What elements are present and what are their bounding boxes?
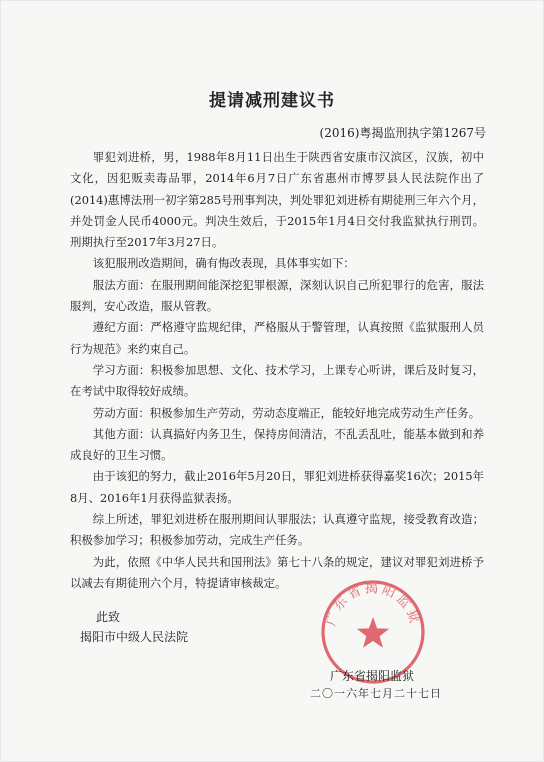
document-body (70, 147, 484, 594)
closing-greeting: 此致 (96, 610, 121, 624)
paragraph-study: 学习方面：积极参加思想、文化、技术学习，上课专心听讲，课后及时复习，在考试中取得较好成绩。 (70, 362, 484, 399)
document-number: (2016)粤揭监刑执字第1267号 (319, 126, 486, 140)
seal-star-icon (357, 617, 389, 648)
paragraph-discipline: 遵纪方面：严格遵守监规纪律，严格服从于警管理，认真按照《监狱服刑人员行为规范》来约束自己。 (70, 320, 484, 356)
issue-date: 二〇一六年七月二十七日 (310, 687, 442, 700)
paragraph-rewards: 由于该犯的努力，截止2016年5月20日，罪犯刘进桥获得嘉奖16次；2015年8月、2016年1月获得监狱表扬。 (70, 469, 484, 505)
document-title: 提请减刑建议书 (209, 91, 335, 111)
issuing-authority: 广东省揭阳监狱 (330, 669, 415, 683)
paragraph-summary: 综上所述，罪犯刘进桥在服刑期间认罪服法；认真遵守监规，接受教育改造；积极参加学习；积极参加劳动，完成生产任务。 (70, 512, 484, 548)
seal-arc-text: 广东省揭阳监狱 (323, 581, 423, 628)
paragraph-other: 其他方面：认真搞好内务卫生，保持房间清洁，不乱丢乱吐，能基本做到和养成良好的卫生习惯。 (70, 426, 484, 463)
recipient-court: 揭阳市中级人民法院 (80, 630, 189, 644)
paragraph-labor: 劳动方面：积极参加生产劳动，劳动态度端正，能较好地完成劳动生产任务。 (92, 405, 481, 420)
paragraph-intro: 该犯服刑改造期间，确有悔改表现，具体事实如下： (92, 256, 355, 271)
paragraph-criminal-info: 罪犯刘进桥，男，1988年8月11日出生于陕西省安康市汉滨区，汉族，初中文化，因犯贩卖毒品罪，2014年6月7日广东省惠州市博罗县人民法院作出了(2014)惠博法刑一初字第285号刑事判决，判处罪犯刘进桥有期徒刑三年六个月，并处罚金人民币4000元。判决生效后，于2015年1月4日交付我监狱执行刑罚。刑期执行至2017年3月27日。 (70, 150, 484, 250)
paragraph-obedience: 服法方面：在服刑期间能深挖犯罪根源，深刻认识自己所犯罪行的危害，服法服判，安心改造，服从管教。 (70, 277, 484, 314)
paragraph-recommendation: 为此，依照《中华人民共和国刑法》第七十八条的规定，建议对罪犯刘进桥予以减去有期徒刑六个月，特提请审核裁定。 (70, 554, 484, 590)
